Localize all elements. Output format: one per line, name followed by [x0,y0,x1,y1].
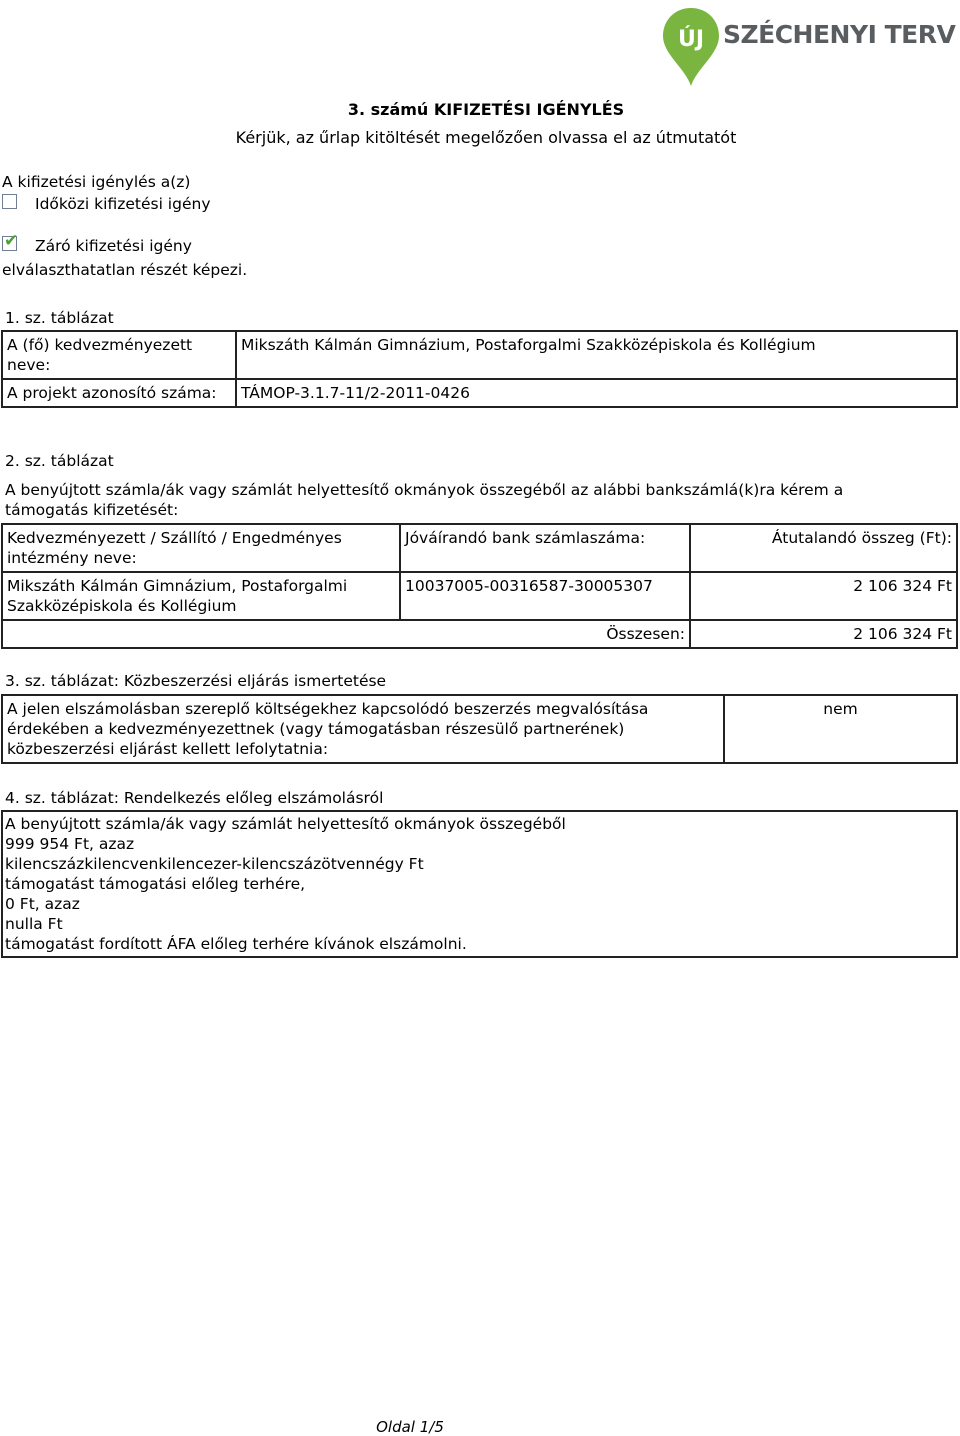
table-row [2,572,957,620]
procurement-answer: nem [724,695,957,763]
advance-settlement-text [2,811,957,957]
table2 [1,523,958,649]
final-payment-checkbox[interactable] [2,231,19,251]
advance-line: támogatást támogatási előleg terhére, [5,875,306,893]
project-id-value: TÁMOP-3.1.7-11/2-2011-0426 [236,379,957,407]
row-account: 10037005-00316587-30005307 [400,572,690,620]
col-header-name: Kedvezményezett / Szállító / Engedményes intézmény neve: [2,524,400,572]
check-mark-icon: ✔ [4,231,19,251]
interim-payment-checkbox[interactable] [2,194,17,209]
col-header-account: Jóváírandó bank számlaszáma: [400,524,690,572]
procurement-question: A jelen elszámolásban szereplő költségekhez kapcsolódó beszerzés megvalósítása érdekében a kedvezményezettnek (vagy támogatásban részesülő partnerének) közbeszerzési eljárást kellett lefolytatnia: [2,695,724,763]
table1-caption: 1. sz. táblázat [5,309,114,327]
advance-line: 999 954 Ft, azaz [5,835,135,853]
project-id-label: A projekt azonosító száma: [2,379,236,407]
location-pin-icon [661,6,721,88]
beneficiary-value: Mikszáth Kálmán Gimnázium, Postaforgalmi Szakközépiskola és Kollégium [236,331,957,379]
table2-intro: A benyújtott számla/ák vagy számlát helyettesítő okmányok összegéből az alábbi bankszámlá(k)ra kérem a támogatás kifizetését: [5,481,844,519]
advance-line: 0 Ft, azaz [5,895,80,913]
total-value: 2 106 324 Ft [690,620,957,648]
form-title: 3. számú KIFIZETÉSI IGÉNYLÉS [347,100,625,119]
advance-line: támogatást fordított ÁFA előleg terhére kívánok elszámolni. [5,935,467,953]
szechenyi-terv-logo [661,6,956,88]
table4-caption: 4. sz. táblázat: Rendelkezés előleg elszámolásról [5,789,384,807]
col-header-amount: Átutalandó összeg (Ft): [690,524,957,572]
advance-line: nulla Ft [5,915,63,933]
intro-line: A kifizetési igénylés a(z) [2,173,191,191]
table3-caption: 3. sz. táblázat: Közbeszerzési eljárás ismertetése [5,672,387,690]
logo-brand-text: SZÉCHENYI TERV [723,20,956,49]
interim-payment-label: Időközi kifizetési igény [35,195,211,213]
advance-line: kilencszázkilencvenkilencezer-kilencszázötvennégy Ft [5,855,424,873]
form-subtitle: Kérjük, az űrlap kitöltését megelőzően olvassa el az útmutatót [235,128,737,147]
table1 [1,330,958,408]
row-amount: 2 106 324 Ft [690,572,957,620]
row-name: Mikszáth Kálmán Gimnázium, Postaforgalmi Szakközépiskola és Kollégium [2,572,400,620]
intro-line-end: elválaszthatatlan részét képezi. [2,261,248,279]
advance-line: A benyújtott számla/ák vagy számlát helyettesítő okmányok összegéből [5,815,566,833]
logo-uj-text: ÚJ [677,27,705,52]
beneficiary-label: A (fő) kedvezményezett neve: [2,331,236,379]
final-payment-label: Záró kifizetési igény [35,237,192,255]
page-number: Oldal 1/5 [376,1418,444,1436]
table4 [1,810,958,958]
table3 [1,694,958,764]
total-label: Összesen: [2,620,690,648]
table2-caption: 2. sz. táblázat [5,452,114,470]
